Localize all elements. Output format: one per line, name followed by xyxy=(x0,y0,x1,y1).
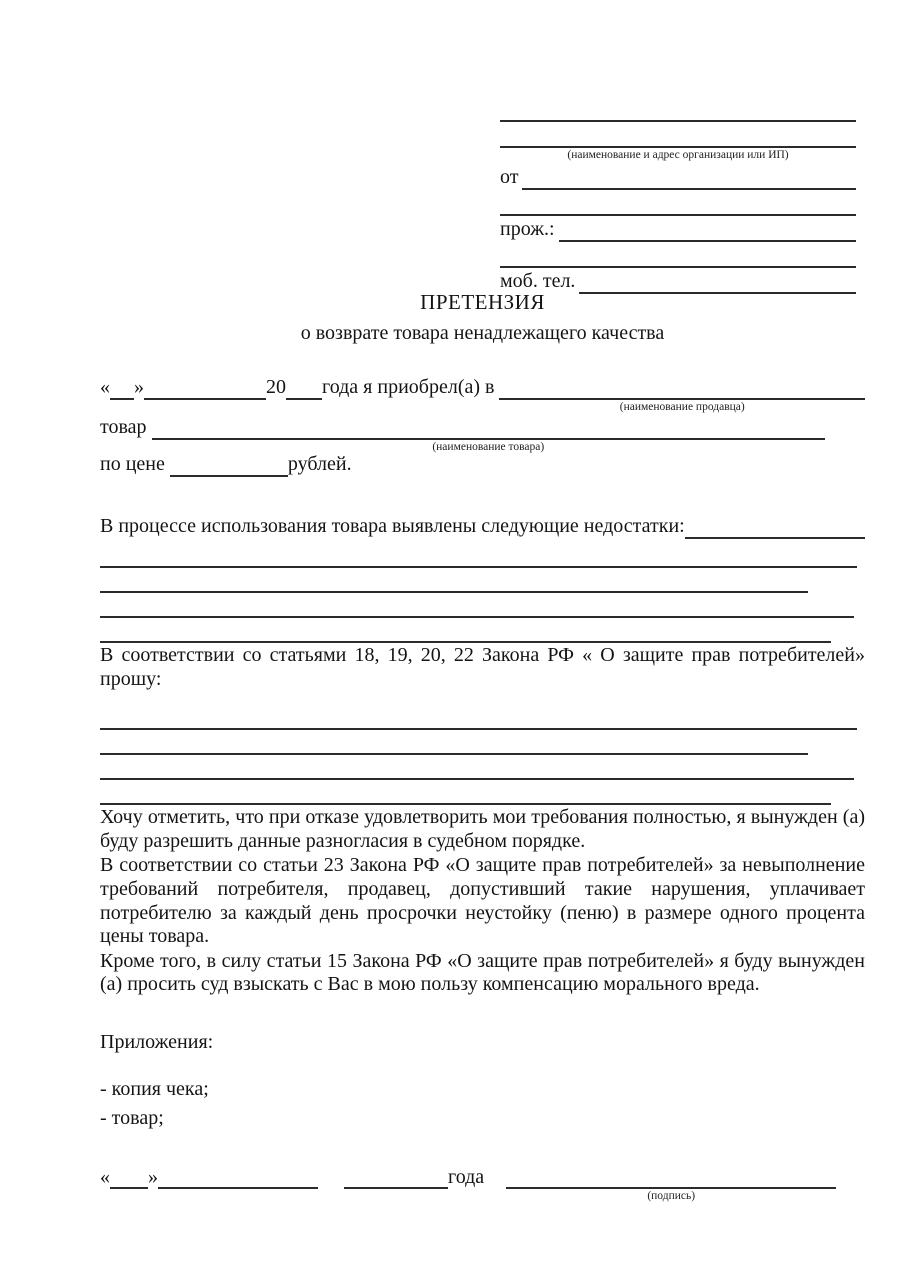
day-field-underline xyxy=(110,1166,148,1189)
claim-request-paragraph: В соответствии со статьями 18, 19, 20, 22 Закона РФ « О защите прав потребителей» прошу: xyxy=(100,644,865,690)
item-field-underline xyxy=(152,417,825,453)
purchase-text: года я приобрел(а) в xyxy=(322,376,500,398)
defects-intro-row xyxy=(100,514,865,539)
moral-damage-paragraph: Кроме того, в силу статьи 15 Закона РФ «О защите прав потребителей» я буду вынужден (а) просить суд взыскать с Вас в мою пользу компенсацию морального вреда. xyxy=(100,949,865,996)
attachments-label: Приложения: xyxy=(100,1030,214,1053)
day-field-underline xyxy=(110,377,134,400)
price-row xyxy=(100,452,865,477)
seller-field-underline xyxy=(499,377,865,413)
open-quote: « xyxy=(100,376,110,398)
item-row xyxy=(100,415,865,453)
document-title: ПРЕТЕНЗИЯ xyxy=(420,290,545,314)
document-body xyxy=(100,0,865,1202)
blank-line xyxy=(100,618,831,643)
price-label: по цене xyxy=(100,453,170,475)
blank-line xyxy=(100,568,808,593)
year-field-underline xyxy=(286,377,322,400)
item-label: товар xyxy=(100,416,152,438)
close-quote: » xyxy=(148,1165,158,1188)
price-field-underline xyxy=(170,454,288,477)
month-field-underline xyxy=(144,377,266,400)
request-blank-lines xyxy=(100,709,865,805)
blank-line xyxy=(100,755,854,780)
defects-field-underline xyxy=(685,516,865,539)
defects-intro: В процессе использования товара выявлены следующие недостатки: xyxy=(100,515,685,537)
org-caption: (наименование и адрес организации или ИП) xyxy=(567,149,789,161)
year-label: года xyxy=(448,1165,485,1188)
open-quote: « xyxy=(100,1165,110,1188)
penalty-paragraph: В соответствии со статьи 23 Закона РФ «О защите прав потребителей» за невыполнение требований потребителя, продавец, допустивший такие нарушения, уплачивает потребителю за каждый день просрочки неустойку (пеню) в размере одного процента цены товара. xyxy=(100,854,865,948)
year-prefix: 20 xyxy=(266,376,286,398)
blank-line xyxy=(100,780,831,805)
blank-line xyxy=(100,730,808,755)
from-label: от xyxy=(500,166,519,188)
attachment-item: - товар; xyxy=(100,1106,164,1129)
price-suffix: рублей. xyxy=(287,453,352,475)
signature-caption: (подпись) xyxy=(647,1189,696,1202)
phone-label: моб. тел. xyxy=(500,270,576,292)
defects-blank-lines xyxy=(100,547,865,643)
item-caption: (наименование товара) xyxy=(432,441,545,453)
seller-caption: (наименование продавца) xyxy=(619,401,745,413)
document-subtitle: о возврате товара ненадлежащего качества xyxy=(300,322,665,344)
date-signature-row xyxy=(100,1165,865,1202)
blank-line xyxy=(100,709,857,730)
blank-line xyxy=(100,547,857,568)
attachment-item: - копия чека; xyxy=(100,1077,209,1100)
attachments-list xyxy=(100,1075,865,1133)
close-quote: » xyxy=(134,376,144,398)
court-warning-paragraph: Хочу отметить, что при отказе удовлетворить мои требования полностью, я вынужден (а) буду разрешить данные разногласия в судебном порядке. xyxy=(100,806,865,852)
residence-label: прож.: xyxy=(500,218,555,240)
title-block xyxy=(100,0,865,345)
signature-field-underline xyxy=(506,1166,836,1202)
purchase-date-row xyxy=(100,375,865,413)
year-field-underline xyxy=(344,1166,448,1189)
month-field-underline xyxy=(158,1166,318,1189)
blank-line xyxy=(100,593,854,618)
